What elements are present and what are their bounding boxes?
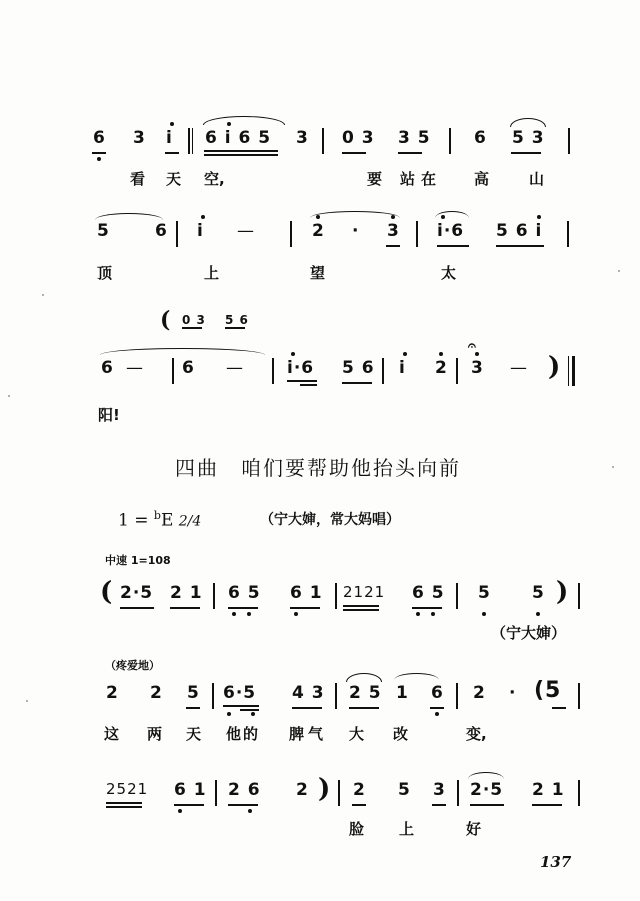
verse-line-2 (0, 774, 640, 814)
paren-close: ) (318, 774, 331, 804)
lyric: 天 (186, 725, 202, 743)
note: 2 (312, 221, 325, 241)
lyric: 高 (474, 170, 490, 188)
lyric: 他的 (226, 725, 261, 743)
note-group: i·6 (437, 221, 465, 241)
lyric: 上 (204, 264, 220, 282)
note: 2 (106, 683, 119, 703)
note-group: (5 (534, 678, 562, 703)
dot-extend: · (509, 683, 517, 703)
page-number: 137 (540, 853, 572, 871)
lyric-line-1 (0, 168, 640, 202)
lyric: 太 (441, 264, 457, 282)
staff-line-3-upper (0, 307, 640, 347)
verse-line-1 (0, 678, 640, 717)
singers-note: （宁大婶，常大妈唱） (260, 512, 400, 528)
note: i (399, 358, 406, 378)
dash: — (226, 358, 244, 378)
staff-line-2 (0, 221, 640, 255)
paren-open: ( (160, 307, 171, 333)
paren-open: ( (100, 577, 113, 607)
note-group: 2·5 (120, 583, 154, 603)
note: 2 (296, 780, 309, 800)
lyric: 脾气 (289, 725, 328, 743)
paren-close: ) (556, 577, 569, 607)
note-group: 6 1 (290, 583, 323, 603)
note: 2 (473, 683, 486, 703)
note: 2 (353, 780, 366, 800)
section-title: 四曲 咱们要帮助他抬头向前 (175, 456, 461, 480)
note-group: 5 6 i (496, 221, 543, 241)
note: 6 (101, 358, 114, 378)
paren-close: ) (548, 352, 561, 382)
note: 5 (97, 221, 110, 241)
note: 3 (296, 128, 309, 148)
lyric: 山 (529, 170, 545, 188)
note: 5 (187, 683, 200, 703)
note-group: 2 1 (170, 583, 203, 603)
lyric: 两 (147, 725, 163, 743)
scan-speck (26, 700, 28, 702)
scan-speck (618, 270, 620, 272)
lyric: 改 (393, 725, 409, 743)
lyric-line-2 (0, 262, 640, 296)
lyric: 上 (399, 820, 415, 838)
scan-speck (612, 466, 614, 468)
note: 6 (93, 128, 106, 148)
note: 2 (435, 358, 448, 378)
note: i (197, 221, 204, 241)
tempo-marking: 中速 1=108 (105, 554, 171, 567)
note-group: 6 5 (412, 583, 445, 603)
note-group: 2·5 (470, 780, 504, 800)
lyric: 看 (130, 170, 146, 188)
singer-cue: （宁大婶） (491, 624, 567, 642)
dash: — (510, 358, 528, 378)
lyric: 变, (466, 725, 487, 743)
lyric: 好 (466, 820, 482, 838)
lyric: 大 (349, 725, 365, 743)
note-group: 5 6 (342, 358, 375, 378)
note-group: 0 3 (182, 313, 206, 327)
note: 2 (150, 683, 163, 703)
note-group: 6 1 (174, 780, 207, 800)
lyric-line-3 (0, 404, 640, 438)
note: 5 (478, 583, 491, 603)
note-group: 2121 (343, 583, 386, 601)
note-group: 2 5 (349, 683, 382, 703)
note-group: 2 6 (228, 780, 261, 800)
fermata-icon: 𝄐 (468, 338, 476, 354)
lyric: 望 (310, 264, 326, 282)
lyric: 要 (367, 170, 383, 188)
expression-marking: （疼爱地） (105, 659, 160, 672)
note-group: 6·5 (223, 683, 257, 703)
intro-line (0, 577, 640, 617)
note-group: 3 5 (398, 128, 431, 148)
note-group: 5 3 (512, 128, 545, 148)
dash: — (237, 221, 255, 241)
note: 3 (433, 780, 446, 800)
note: 6 (431, 683, 444, 703)
dot-extend: · (352, 221, 360, 241)
note-group: i·6 (287, 358, 315, 378)
note: 5 (398, 780, 411, 800)
lyric: 阳! (98, 406, 120, 424)
note-group: 4 3 (292, 683, 325, 703)
note: 6 (182, 358, 195, 378)
staff-line-3 (0, 338, 640, 392)
lyric: 天 (166, 170, 182, 188)
note: 1 (396, 683, 409, 703)
note-group: 6 5 (228, 583, 261, 603)
note-group: 0 3 (342, 128, 375, 148)
note: 3 (387, 221, 400, 241)
lyric: 空, (204, 170, 225, 188)
lyric: 这 (104, 725, 120, 743)
lyric: 顶 (97, 264, 113, 282)
key-signature: 1 = $^b$E 2/4 (118, 509, 202, 531)
note: 3 (133, 128, 146, 148)
lyric: 脸 (349, 820, 365, 838)
note: 6 (155, 221, 168, 241)
scan-speck (42, 294, 44, 296)
note: 5 (532, 583, 545, 603)
note: 6 (474, 128, 487, 148)
scan-speck (8, 395, 10, 397)
note-group: 2521 (106, 780, 149, 798)
staff-line-1 (0, 128, 640, 162)
verse-lyric-1 (0, 723, 640, 757)
note-group: 5 6 (225, 313, 249, 327)
verse-lyric-2 (0, 818, 640, 852)
note: 3 (471, 358, 484, 378)
note-group: 2 1 (532, 780, 565, 800)
note-group: 6 i 6 5 (205, 128, 272, 148)
lyric: 站在 (400, 170, 443, 188)
dash: — (126, 358, 144, 378)
note: i (166, 128, 173, 148)
